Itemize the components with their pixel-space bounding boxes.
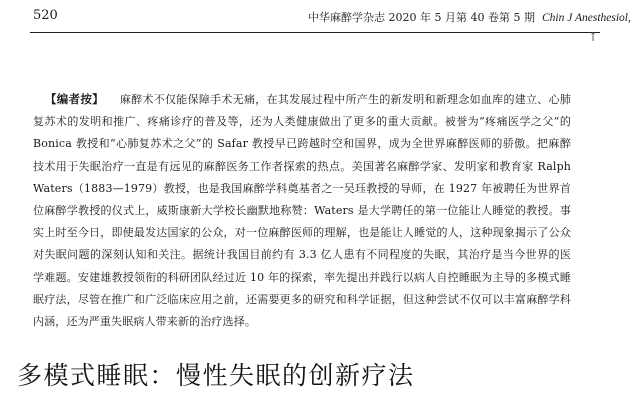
journal-citation: [308, 9, 631, 25]
editor-note-label: 【编者按】: [45, 92, 104, 106]
article-title: 多模式睡眠：慢性失眠的创新疗法: [17, 361, 415, 390]
editor-note: [33, 88, 571, 333]
page-number: 520: [33, 8, 58, 23]
journal-name-cn: 中华麻醉学杂志 2020 年 5 月第 40 卷第 5 期: [308, 11, 535, 24]
editor-note-body: 麻醉术不仅能保障手术无痛，在其发展过程中所产生的新发明和新理念如血库的建立、心肺复苏术的发明和推广、疼痛诊疗的普及等，还为人类健康做出了更多的重大贡献。被誉为“疼痛医学之父”的 Bonica 教授和“心肺复苏术之父”的 Safar 教授早已跨越时空和国界，成为全世界麻醉医师的骄傲。把麻醉技术用于失眠治疗一直是有远见的麻醉医务工作者探索的热点。美国著名麻醉学家、发明家和教育家 Ralph Waters（1883—1979）教授，也是我国麻醉学科奠基者之一吴珏教授的导师，在 1927 年被聘任为世界首位麻醉学教授的仪式上，威斯康新大学校长幽默地称赞：Waters 是大学聘任的第一位能让人睡觉的教授。事实上时至今日，即使最发达国家的公众，对一位麻醉医师的理解，也是能让人睡觉的人，这种现象揭示了公众对失眠问题的深刻认知和关注。据统计我国目前约有 3.3 亿人患有不同程度的失眠，其治疗是当今世界的医学难题。安建雄教授领衔的科研团队经过近 10 年的探索，率先提出并践行以病人自控睡眠为主导的多模式睡眠疗法，尽管在推广和广泛临床应用之前，还需要更多的研究和科学证据，但这种尝试不仅可以丰富麻醉学科内涵，还为严重失眠病人带来新的治疗选择。: [33, 93, 571, 329]
edge-mark: ↑: [587, 30, 598, 44]
header-rule: [30, 32, 600, 33]
journal-name-en: Chin J Anesthesiol,: [541, 12, 631, 24]
running-header: [0, 0, 631, 44]
